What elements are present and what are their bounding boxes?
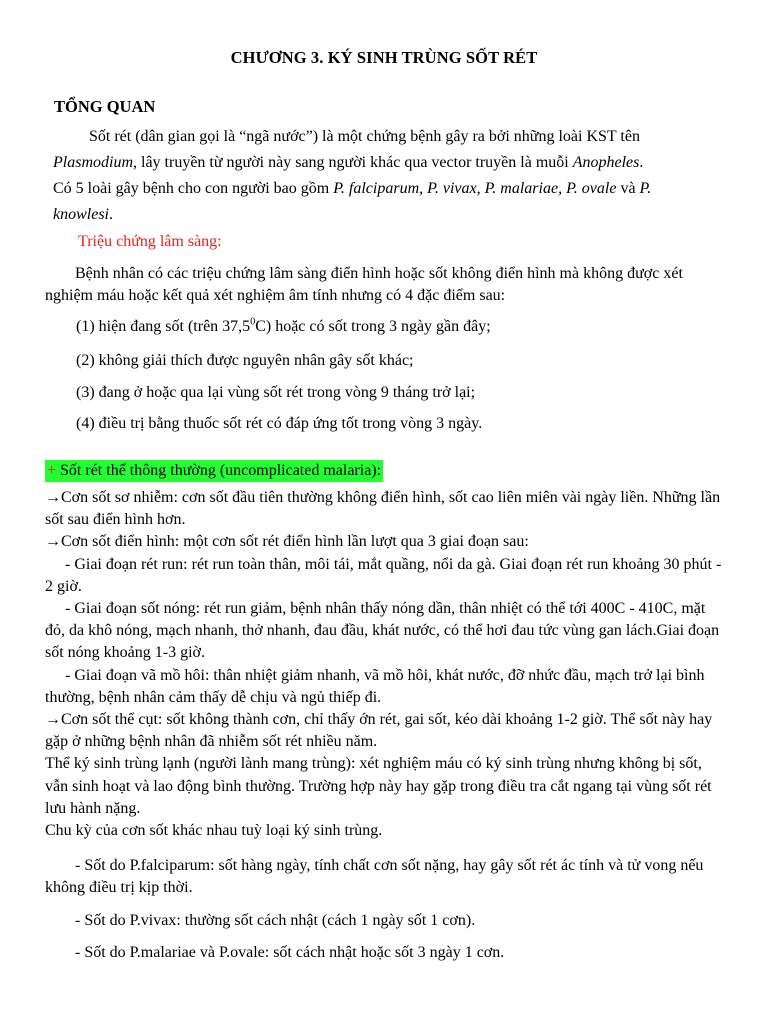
body-line: →Cơn sốt điển hình: một cơn sốt rét điển hình lần lượt qua 3 giai đoạn sau: [45, 533, 529, 551]
intro-text-b: , lây truyền từ người này sang người khác qua vector truyền là muỗi [133, 154, 573, 171]
bullet-text: - Sốt do P.malariae và P.ovale: sốt cách nhật hoặc sốt 3 ngày 1 cơn. [75, 944, 505, 961]
bullet-text: - Sốt do P.vivax: thường sốt cách nhật (cách 1 ngày sốt 1 cơn). [75, 912, 476, 929]
knowlesi-term: P. knowlesi [53, 180, 652, 223]
body-line: Thể ký sinh trùng lạnh (người lành mang trùng): xét nghiệm máu có ký sinh trùng nhưng không bị sốt, vẫn sinh hoạt và lao động bình thường. Trường hợp này hay gặp trong điều tra cắt ngang tại vùng sốt rét lưu hành nặng. [45, 755, 712, 817]
intro-text-c: . [639, 154, 644, 171]
plasmodium-term: Plasmodium [53, 154, 133, 171]
body-line: - Giai đoạn vã mồ hôi: thân nhiệt giảm nhanh, vã mồ hôi, khát nước, đỡ nhức đầu, mạch trở lại bình thường, bệnh nhân cảm thấy dễ chịu và ngủ thiếp đi. [45, 666, 705, 706]
bullet-falciparum [45, 855, 725, 899]
body-line: - Giai đoạn rét run: rét run toàn thân, môi tái, mắt quầng, nổi da gà. Giai đoạn rét run khoảng 30 phút - 2 giờ. [45, 555, 722, 595]
intro-text-a: Sốt rét (dân gian gọi là “ngã nước”) là một chứng bệnh gây ra bởi những loài KST tên [89, 128, 640, 145]
criterion-1-text-b: C) hoặc có sốt trong 3 ngày gần đây; [255, 318, 491, 335]
criterion-3: (3) đang ở hoặc qua lại vùng sốt rét trong vòng 9 tháng trở lại; [76, 384, 476, 401]
bullet-text: - Sốt do P.falciparum: sốt hàng ngày, tính chất cơn sốt nặng, hay gây sốt rét ác tính và tử vong nếu không điều trị kịp thời. [45, 857, 704, 896]
uncomplicated-body [45, 487, 725, 842]
body-line: Chu kỳ của cơn sốt khác nhau tuỳ loại ký sinh trùng. [45, 822, 383, 840]
bullet-malariae-ovale [45, 942, 725, 964]
overview-heading: TỔNG QUAN [54, 97, 156, 116]
species-list: P. falciparum, P. vivax, P. malariae, P. ovale [333, 180, 617, 197]
anopheles-term: Anopheles [572, 154, 640, 171]
clinical-intro [45, 263, 725, 307]
clinical-intro-text: Bệnh nhân có các triệu chứng lâm sàng điển hình hoặc sốt không điển hình mà không được xét nghiệm máu hoặc kết quả xét nghiệm âm tính nhưng có 4 đặc điểm sau: [45, 265, 683, 304]
chapter-title: CHƯƠNG 3. KÝ SINH TRÙNG SỐT RÉT [230, 48, 538, 67]
overview-paragraph [53, 124, 713, 228]
criterion-1 [76, 318, 491, 336]
uncomplicated-heading [45, 460, 383, 482]
plus-marker: + [47, 462, 57, 479]
species-text-b: và [616, 180, 640, 197]
species-text-c: . [109, 206, 113, 223]
criterion-2: (2) không giải thích được nguyên nhân gây sốt khác; [76, 352, 414, 369]
degree-sup: 0 [250, 316, 256, 328]
clinical-heading: Triệu chứng lâm sàng: [78, 233, 222, 250]
bullet-vivax [45, 910, 725, 932]
body-line: - Giai đoạn sốt nóng: rét run giảm, bệnh nhân thấy nóng dần, thân nhiệt có thể tới 400C - 410C, mặt đỏ, da khô nóng, mạch nhanh, thở nhanh, đau đầu, khát nước, có thể hơi đau tức vùng gan lách.Giai đoạn sốt nóng khoảng 1-3 giờ. [45, 600, 720, 662]
body-line: →Cơn sốt thể cụt: sốt không thành cơn, chỉ thấy ớn rét, gai sốt, kéo dài khoảng 1-2 giờ. Thể sốt này hay gặp ở những bệnh nhân đã nhiễm sốt rét nhiều năm. [45, 711, 713, 751]
criterion-4: (4) điều trị bằng thuốc sốt rét có đáp ứng tốt trong vòng 3 ngày. [76, 415, 483, 432]
uncomplicated-heading-text: Sốt rét thể thông thường (uncomplicated malaria): [56, 462, 382, 479]
body-line: →Cơn sốt sơ nhiễm: cơn sốt đầu tiên thường không điển hình, sốt cao liên miên vài ngày liền. Những lần sốt sau điển hình hơn. [45, 489, 721, 529]
species-text-a: Có 5 loài gây bệnh cho con người bao gồm [53, 180, 334, 197]
criterion-1-text-a: (1) hiện đang sốt (trên 37,5 [76, 318, 251, 335]
